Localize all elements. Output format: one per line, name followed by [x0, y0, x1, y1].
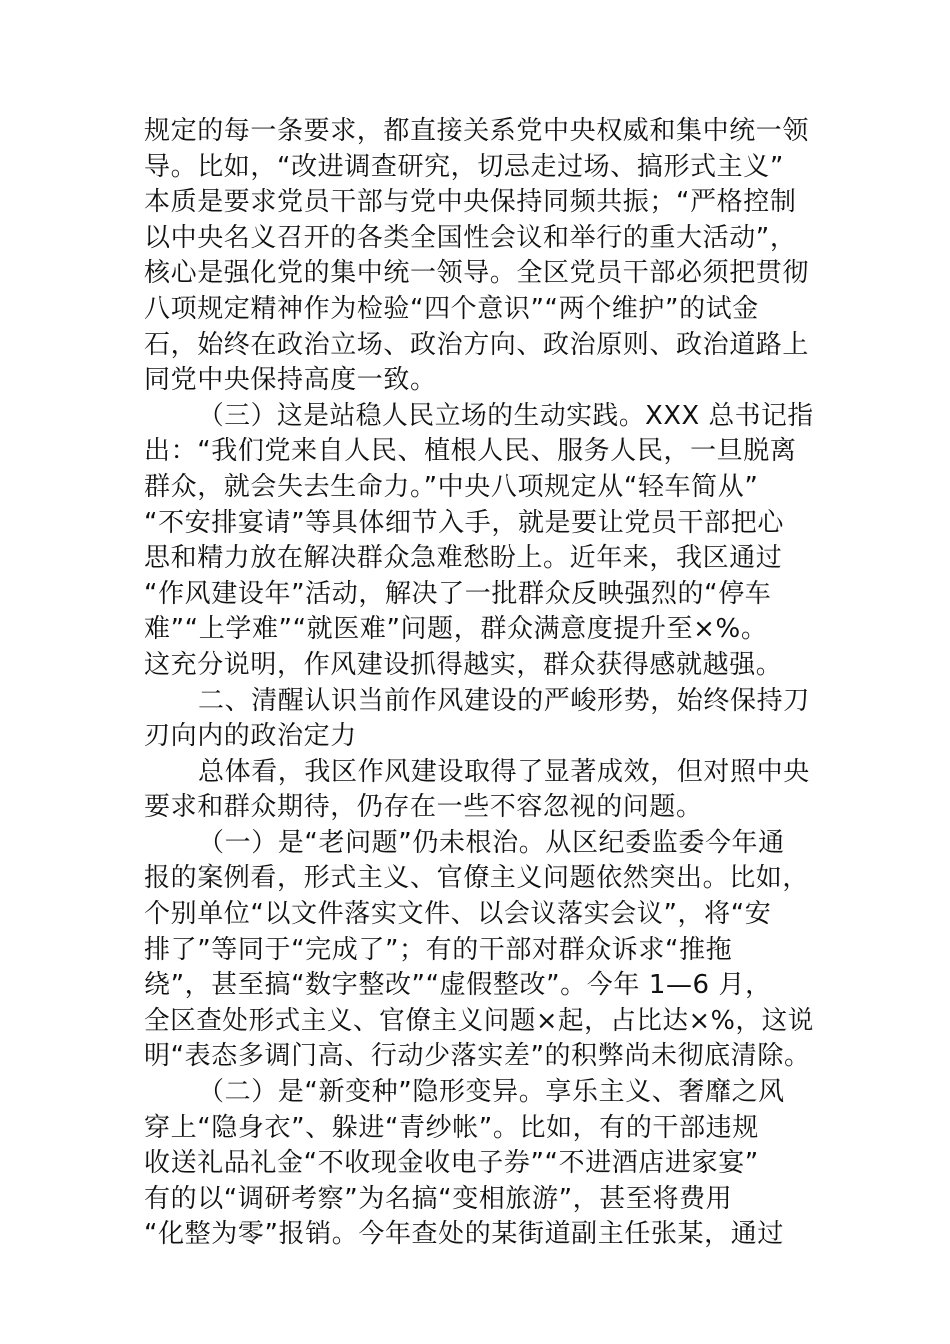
text-line: 穿上“隐身衣”、躲进“青纱帐”。比如，有的干部违规 — [144, 1112, 759, 1143]
text-line: 出：“我们党来自人民、植根人民、服务人民，一旦脱离 — [144, 436, 797, 467]
text-line: 这充分说明，作风建设抓得越实，群众获得感就越强。 — [144, 649, 783, 680]
paragraph-start-line: （三）这是站稳人民立场的生动实践。XXX 总书记指 — [197, 400, 814, 431]
text-line: “作风建设年”活动，解决了一批群众反映强烈的“停车 — [144, 578, 772, 609]
text-line: 以中央名义召开的各类全国性会议和举行的重大活动”， — [144, 222, 797, 253]
text-line: 本质是要求党员干部与党中央保持同频共振；“严格控制 — [144, 187, 797, 218]
text-line: 个别单位“以文件落实文件、以会议落实会议”，将“安 — [144, 899, 772, 930]
text-line: “不安排宴请”等具体细节入手，就是要让党员干部把心 — [144, 507, 784, 538]
text-line: 报的案例看，形式主义、官僚主义问题依然突出。比如， — [144, 863, 810, 894]
text-line: 石，始终在政治立场、政治方向、政治原则、政治道路上 — [144, 329, 810, 360]
text-line: 明“表态多调门高、行动少落实差”的积弊尚未彻底清除。 — [144, 1041, 811, 1072]
text-line: 思和精力放在解决群众急难愁盼上。近年来，我区通过 — [144, 543, 783, 574]
text-line: 同党中央保持高度一致。 — [144, 365, 437, 396]
document-body — [144, 114, 814, 1253]
text-line: 排了”等同于“完成了”；有的干部对群众诉求“推拖 — [144, 934, 733, 965]
text-line: 导。比如，“改进调查研究，切忌走过场、搞形式主义” — [144, 151, 784, 182]
text-line: 收送礼品礼金“不收现金收电子券”“不进酒店进家宴” — [144, 1148, 759, 1179]
paragraph-start-line: 总体看，我区作风建设取得了显著成效，但对照中央 — [198, 756, 810, 787]
text-line: “化整为零”报销。今年查处的某街道副主任张某，通过 — [144, 1219, 784, 1250]
text-line: 要求和群众期待，仍存在一些不容忽视的问题。 — [144, 792, 703, 823]
text-line: 八项规定精神作为检验“四个意识”“两个维护”的试金 — [144, 293, 759, 324]
text-line: 难”“上学难”“就医难”问题，群众满意度提升至×%。 — [144, 614, 768, 645]
text-line: 群众，就会失去生命力。”中央八项规定从“轻车简从” — [144, 471, 759, 502]
text-line: 绕”，甚至搞“数字整改”“虚假整改”。今年 1—6 月， — [144, 970, 772, 1001]
text-line: 规定的每一条要求，都直接关系党中央权威和集中统一领 — [144, 116, 810, 146]
text-line: 全区查处形式主义、官僚主义问题×起，占比达×%，这说 — [144, 1005, 814, 1036]
text-line: 有的以“调研考察”为名搞“变相旅游”，甚至将费用 — [144, 1183, 733, 1214]
text-line: 核心是强化党的集中统一领导。全区党员干部必须把贯彻 — [144, 258, 810, 289]
paragraph-start-line: （一）是“老问题”仍未根治。从区纪委监委今年通 — [198, 827, 785, 858]
section-heading-line: 二、清醒认识当前作风建设的严峻形势，始终保持刀 — [198, 685, 810, 716]
paragraph-start-line: （二）是“新变种”隐形变异。享乐主义、奢靡之风 — [198, 1077, 785, 1108]
section-heading-line: 刃向内的政治定力 — [144, 721, 357, 752]
